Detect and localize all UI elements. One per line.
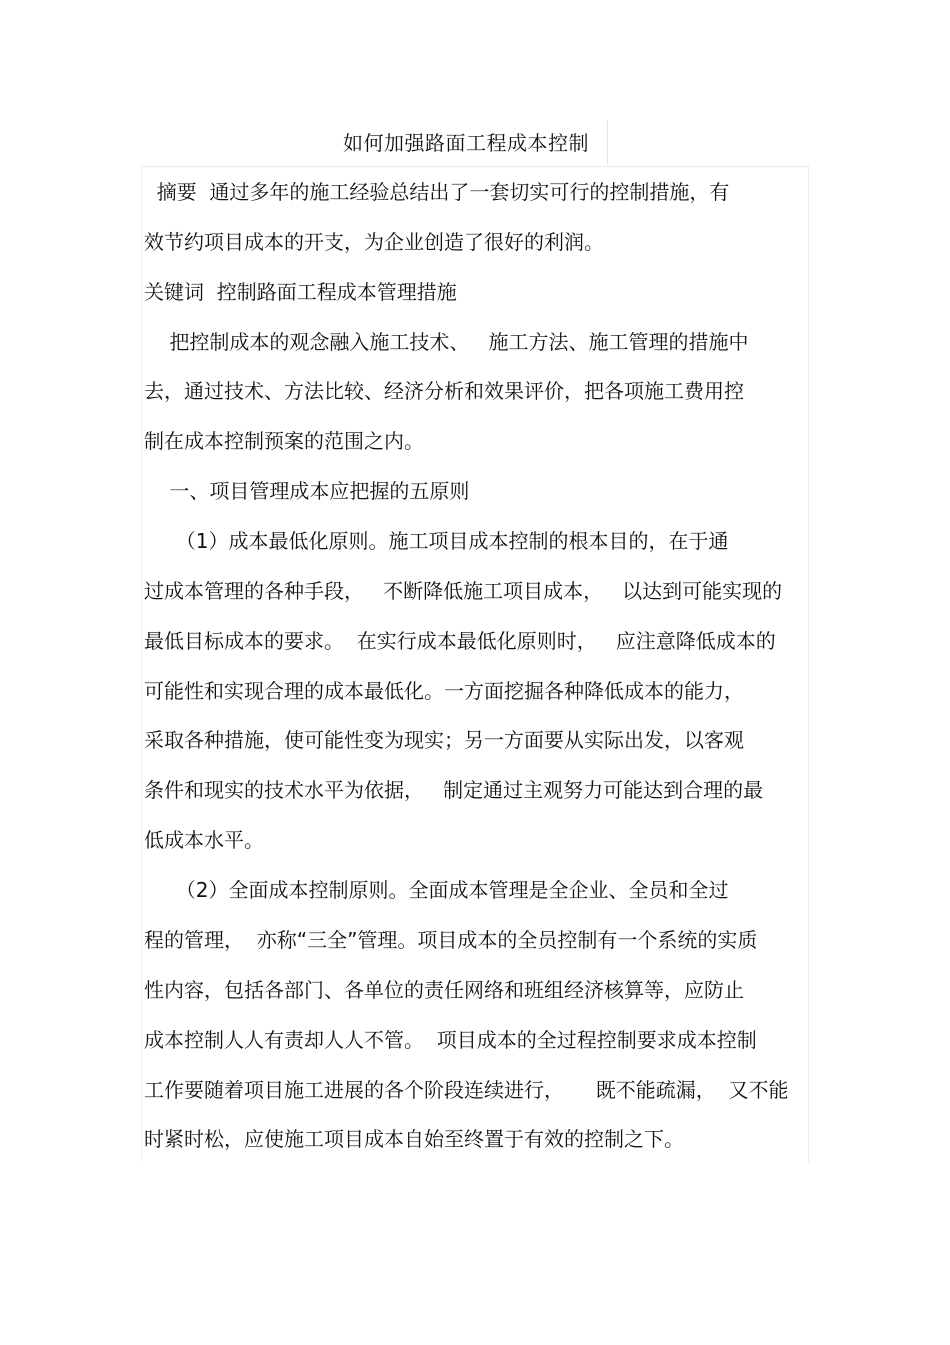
text-line: 时紧时松，应使施工项目成本自始至终置于有效的控制之下。 bbox=[144, 1127, 684, 1151]
text-line: （2）全面成本控制原则。全面成本管理是全企业、全员和全过 bbox=[144, 878, 729, 902]
document-title: 如何加强路面工程成本控制 bbox=[343, 131, 589, 155]
text-line: 成本控制人人有责却人人不管。 项目成本的全过程控制要求成本控制 bbox=[144, 1028, 757, 1052]
text-line: 摘要 通过多年的施工经验总结出了一套切实可行的控制措施，有 bbox=[144, 180, 730, 204]
text-line: 可能性和实现合理的成本最低化。一方面挖掘各种降低成本的能力， bbox=[144, 679, 744, 703]
text-line: 把控制成本的观念融入施工技术、 施工方法、施工管理的措施中 bbox=[144, 330, 749, 354]
text-line: 效节约项目成本的开支，为企业创造了很好的利润。 bbox=[144, 230, 604, 254]
text-line: 性内容，包括各部门、各单位的责任网络和班组经济核算等，应防止 bbox=[144, 978, 744, 1002]
text-frame bbox=[141, 166, 809, 1163]
text-line: 关键词 控制路面工程成本管理措施 bbox=[144, 280, 457, 304]
text-line: 去，通过技术、方法比较、经济分析和效果评价，把各项施工费用控 bbox=[144, 379, 744, 403]
text-line: 制在成本控制预案的范围之内。 bbox=[144, 429, 424, 453]
text-line: 过成本管理的各种手段， 不断降低施工项目成本， 以达到可能实现的 bbox=[144, 579, 783, 603]
text-line: 低成本水平。 bbox=[144, 828, 264, 852]
text-line: （1）成本最低化原则。施工项目成本控制的根本目的，在于通 bbox=[144, 529, 729, 553]
text-line: 最低目标成本的要求。 在实行成本最低化原则时， 应注意降低成本的 bbox=[144, 629, 776, 653]
text-line: 工作要随着项目施工进展的各个阶段连续进行， 既不能疏漏， 又不能 bbox=[144, 1078, 789, 1102]
text-line: 程的管理， 亦称“三全”管理。项目成本的全员控制有一个系统的实质 bbox=[144, 928, 758, 952]
section-heading: 一、项目管理成本应把握的五原则 bbox=[144, 479, 470, 503]
text-line: 采取各种措施，使可能性变为现实；另一方面要从实际出发，以客观 bbox=[144, 728, 744, 752]
text-line: 条件和现实的技术水平为依据， 制定通过主观努力可能达到合理的最 bbox=[144, 778, 764, 802]
